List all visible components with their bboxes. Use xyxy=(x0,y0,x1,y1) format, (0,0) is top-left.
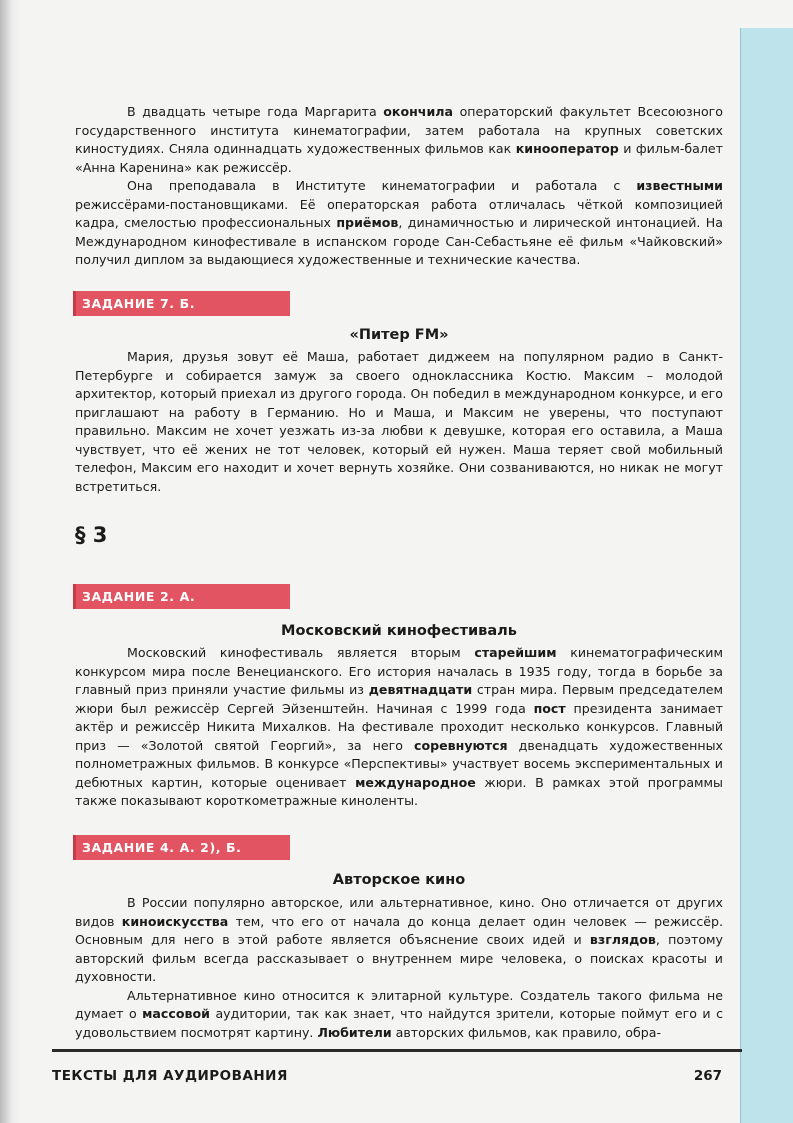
text-run: и фильм-балет «Анна Каренина» как режиссёр. xyxy=(75,141,723,175)
margarita-paragraph-2 xyxy=(75,177,723,270)
text-run: В двадцать четыре года Маргарита xyxy=(127,104,384,119)
text-run: , поэтому авторский фильм всегда рассказывает о внутреннем мире человека, о поисках красоты и духовности. xyxy=(75,932,723,984)
bold-word: Любители xyxy=(317,1024,392,1040)
margarita-text-block xyxy=(75,103,723,270)
auteur-paragraph-2 xyxy=(75,987,723,1043)
text-run: Московский кинофестиваль является вторым xyxy=(127,645,475,660)
text-run: , динамичностью и лирической интонацией. На Международном кинофестивале в испанском городе Сан-Себастьяне её фильм «Чайковский» получил диплом за выдающиеся художественные и технические качества. xyxy=(75,215,723,267)
bold-word: известными xyxy=(636,178,723,193)
text-run: аудитории, так как знает, что найдутся зрители, которые поймут его и с удовольствием посмотрят картину. xyxy=(75,1006,723,1040)
bold-word: взглядов xyxy=(589,932,656,947)
bold-word: пост xyxy=(533,700,566,716)
moscow-festival-text-block xyxy=(75,644,723,811)
text-run: авторских фильмов, как правило, обра- xyxy=(391,1024,662,1040)
piter-fm-paragraph: Мария, друзья зовут её Маша, работает диджеем на популярном радио в Санкт-Петербурге и собирается замуж за своего одноклассника Костю. Максим – молодой архитектор, который приехал из другого города. Он победил в международном конкурсе, и его приглашают на работу в Германию. Но и Маша, и Максим не уверены, что поступают правильно. Максим не хочет уезжать из-за любви к девушке, которая его оставила, а Маша чувствует, что её жених не тот человек, который ей нужен. Маша теряет свой мобильный телефон, Максим его находит и хочет вернуть хозяйке. Они созваниваются, но никак не могут встретиться. xyxy=(75,349,723,494)
text-run: президента занимает актёр и режиссёр Никита Михалков. На фестивале проходит несколько конкурсов. Главный приз — «Золотой святой Георгий», за него xyxy=(75,700,723,753)
text-run: кинематографическим конкурсом мира после Венецианского. Его история началась в 1935 году, тогда в борьбе за главный приз приняли участие фильмы из xyxy=(75,645,723,697)
bold-word: международное xyxy=(355,774,476,790)
moscow-festival-paragraph xyxy=(75,644,723,811)
auteur-paragraph-1 xyxy=(75,894,723,987)
bold-word: приёмов xyxy=(336,215,399,230)
text-run: операторский факультет Всесоюзного государственного института кинематографии, затем работала на крупных советских киностудиях. Сняла одиннадцать художественных фильмов как xyxy=(75,104,724,156)
text-run: двенадцать художественных полнометражных фильмов. В конкурсе «Перспективы» участвует восемь экспериментальных и дебютных картин, которые оценивает xyxy=(75,737,723,790)
bold-word: киноискусства xyxy=(121,913,229,929)
auteur-cinema-title: Авторское кино xyxy=(332,872,466,888)
bold-word: старейшим xyxy=(474,645,557,660)
bold-word: кинооператор xyxy=(515,141,619,156)
section-heading: § 3 xyxy=(75,523,108,547)
task-banner-4a2b: ЗАДАНИЕ 4. А. 2), Б. xyxy=(75,835,290,860)
piter-fm-text-block xyxy=(75,348,723,496)
bold-word: окончила xyxy=(383,104,453,119)
bold-word: девятнадцати xyxy=(368,682,473,697)
task-banner-2a: ЗАДАНИЕ 2. А. xyxy=(75,584,290,609)
text-run: тем, что его от начала до конца делает один человек — режиссёр. Основным для него в этой работе является объяснение своих идей и xyxy=(75,913,723,947)
text-run: режиссёрами-постановщиками. Её операторская работа отличалась чёткой композицией кадра, смелостью профессиональных xyxy=(75,196,723,230)
page-number: 267 xyxy=(693,1068,722,1084)
footer-title: ТЕКСТЫ ДЛЯ АУДИРОВАНИЯ xyxy=(52,1068,288,1084)
task-banner-7b: ЗАДАНИЕ 7. Б. xyxy=(75,291,290,316)
auteur-cinema-text-block xyxy=(75,894,723,1042)
text-run: В России популярно авторское, или альтернативное, кино. Оно отличается от других видов xyxy=(75,895,723,929)
text-run: Она преподавала в Институте кинематографии и работала с xyxy=(127,178,637,193)
piter-fm-title: «Питер FM» xyxy=(349,327,449,343)
moscow-festival-title: Московский кинофестиваль xyxy=(281,623,517,639)
bold-word: массовой xyxy=(142,1006,210,1021)
text-run: Альтернативное кино относится к элитарной культуре. Создатель такого фильма не думает о xyxy=(75,987,723,1021)
bold-word: соревнуются xyxy=(414,737,508,753)
margarita-paragraph-1 xyxy=(75,103,723,177)
text-run: стран мира. Первым председателем жюри был режиссёр Сергей Эйзенштейн. Начиная с 1999 года xyxy=(75,682,723,716)
footer-rule xyxy=(52,1049,742,1052)
text-run: жюри. В рамках этой программы также показывают короткометражные киноленты. xyxy=(75,774,723,808)
